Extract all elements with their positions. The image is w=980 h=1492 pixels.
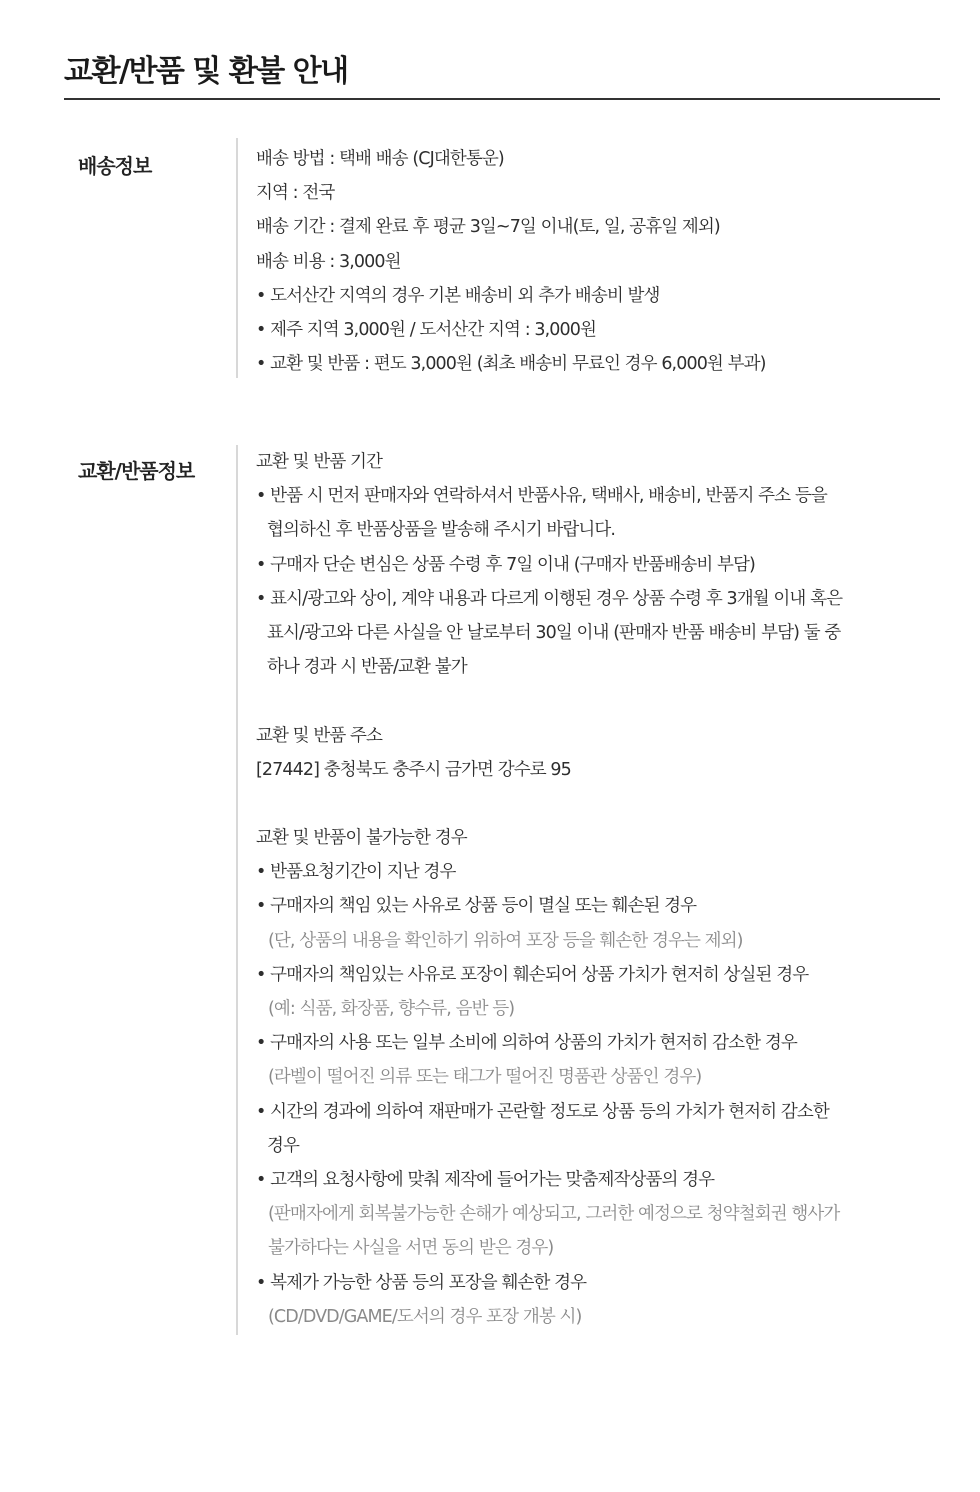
shipping-divider [236,138,238,378]
unavailable-note: (라벨이 떨어진 의류 또는 태그가 떨어진 명품관 상품인 경우) [268,1067,702,1088]
address-heading: 교환 및 반품 주소 [256,725,383,746]
shipping-note: • 교환 및 반품 : 편도 3,000원 (최초 배송비 무료인 경우 6,000원 부과) [256,354,766,375]
unavailable-item: • 복제가 가능한 상품 등의 포장을 훼손한 경우 [256,1272,587,1293]
unavailable-item: 경우 [267,1135,300,1156]
exchange-section [64,445,940,1335]
shipping-label: 배송정보 [78,154,152,178]
period-item: 하나 경과 시 반품/교환 불가 [267,657,467,678]
unavailable-item: • 구매자의 사용 또는 일부 소비에 의하여 상품의 가치가 현저히 감소한 경우 [256,1033,797,1054]
spacer [256,684,906,718]
return-address: [27442] 충청북도 충주시 금가면 강수로 95 [256,759,571,780]
page-title: 교환/반품 및 환불 안내 [64,54,348,89]
title-divider [64,98,940,100]
period-item: 표시/광고와 다른 사실을 안 날로부터 30일 이내 (판매자 반품 배송비 부담) 둘 중 [267,622,841,643]
shipping-cost: 배송 비용 : 3,000원 [256,251,401,272]
shipping-note: • 제주 지역 3,000원 / 도서산간 지역 : 3,000원 [256,319,596,340]
unavailable-note: (판매자에게 회복불가능한 손해가 예상되고, 그러한 예정으로 청약철회권 행사가 [268,1204,840,1225]
exchange-body [256,445,906,1334]
shipping-section [64,142,940,382]
unavailable-heading: 교환 및 반품이 불가능한 경우 [256,828,467,849]
shipping-note: • 도서산간 지역의 경우 기본 배송비 외 추가 배송비 발생 [256,285,660,306]
exchange-divider [236,445,238,1335]
unavailable-note: (CD/DVD/GAME/도서의 경우 포장 개봉 시) [268,1306,582,1327]
period-item: 협의하신 후 반품상품을 발송해 주시기 바랍니다. [267,520,616,541]
period-heading: 교환 및 반품 기간 [256,452,383,472]
exchange-label: 교환/반품정보 [78,459,195,483]
unavailable-item: • 구매자의 책임있는 사유로 포장이 훼손되어 상품 가치가 현저히 상실된 경우 [256,964,809,985]
shipping-region: 지역 : 전국 [256,183,335,204]
shipping-body [256,142,906,381]
unavailable-item: • 구매자의 책임 있는 사유로 상품 등이 멸실 또는 훼손된 경우 [256,896,697,917]
unavailable-item: • 고객의 요청사항에 맞춰 제작에 들어가는 맞춤제작상품의 경우 [256,1169,715,1190]
spacer [256,787,906,821]
shipping-period: 배송 기간 : 결제 완료 후 평균 3일~7일 이내(토, 일, 공휴일 제외) [256,217,720,238]
period-item: • 표시/광고와 상이, 계약 내용과 다르게 이행된 경우 상품 수령 후 3개월 이내 혹은 [256,588,843,609]
unavailable-item: • 반품요청기간이 지난 경우 [256,862,456,883]
unavailable-note: (단, 상품의 내용을 확인하기 위하여 포장 등을 훼손한 경우는 제외) [268,930,743,951]
period-item: • 구매자 단순 변심은 상품 수령 후 7일 이내 (구매자 반품배송비 부담) [256,554,755,575]
shipping-method: 배송 방법 : 택배 배송 (CJ대한통운) [256,149,504,169]
unavailable-item: • 시간의 경과에 의하여 재판매가 곤란할 정도로 상품 등의 가치가 현저히 감소한 [256,1101,829,1122]
unavailable-note: 불가하다는 사실을 서면 동의 받은 경우) [268,1238,554,1259]
unavailable-note: (예: 식품, 화장품, 향수류, 음반 등) [268,999,515,1019]
period-item: • 반품 시 먼저 판매자와 연락하셔서 반품사유, 택배사, 배송비, 반품지 주소 등을 [256,486,827,507]
